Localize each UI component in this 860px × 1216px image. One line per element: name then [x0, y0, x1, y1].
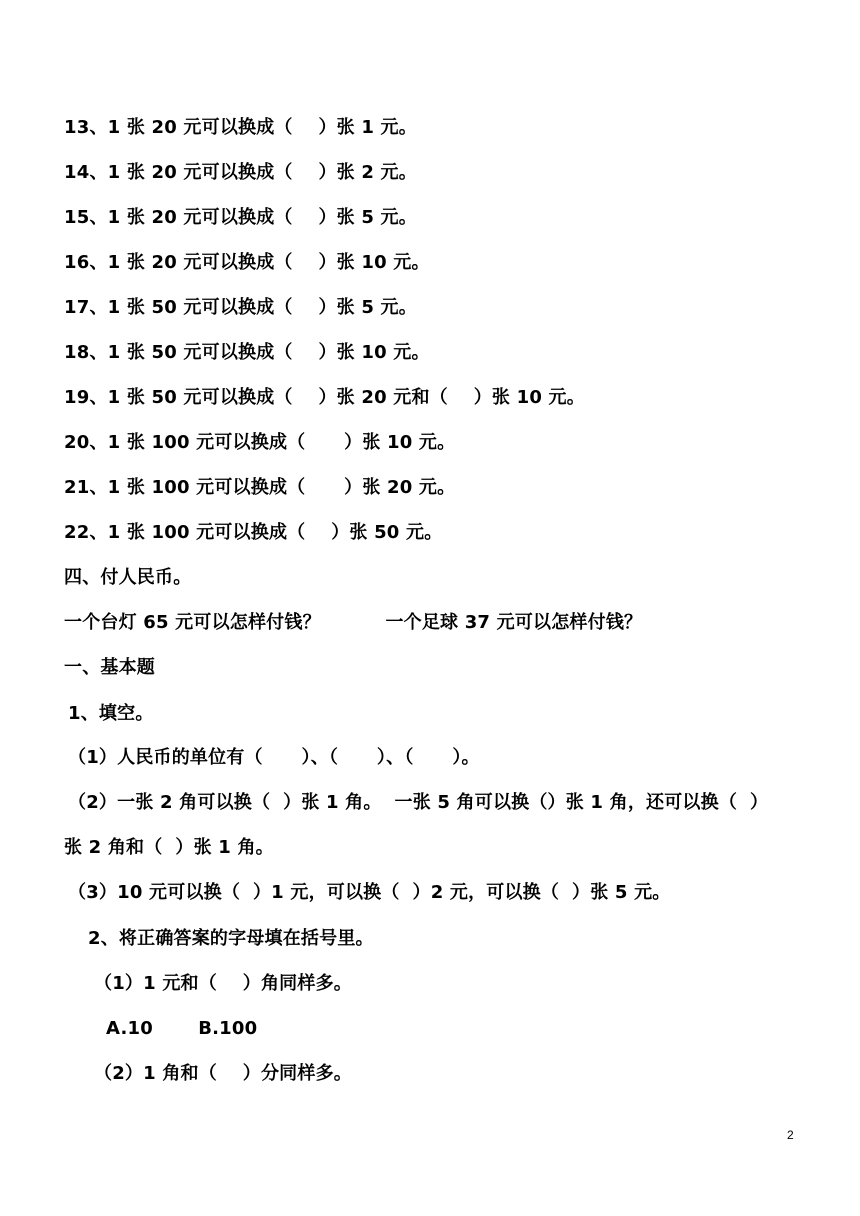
section-heading-basic: 一、基本题 — [64, 657, 155, 678]
choice-question-1: （1）1 元和（ ）角同样多。 — [94, 973, 352, 994]
question-18: 18、1 张 50 元可以换成（ ）张 10 元。 — [64, 342, 430, 363]
question-14: 14、1 张 20 元可以换成（ ）张 2 元。 — [64, 162, 417, 183]
question-13: 13、1 张 20 元可以换成（ ）张 1 元。 — [64, 117, 417, 138]
subsection-fill-blank: 1、填空。 — [68, 703, 154, 724]
question-15: 15、1 张 20 元可以换成（ ）张 5 元。 — [64, 207, 417, 228]
fill-blank-2-continued: 张 2 角和（ ）张 1 角。 — [64, 837, 274, 858]
question-17: 17、1 张 50 元可以换成（ ）张 5 元。 — [64, 297, 417, 318]
choice-question-2: （2）1 角和（ ）分同样多。 — [94, 1063, 352, 1084]
question-20: 20、1 张 100 元可以换成（ ）张 10 元。 — [64, 432, 456, 453]
fill-blank-1: （1）人民币的单位有（ ）、（ ）、（ ）。 — [68, 747, 480, 768]
question-22: 22、1 张 100 元可以换成（ ）张 50 元。 — [64, 522, 443, 543]
question-21: 21、1 张 100 元可以换成（ ）张 20 元。 — [64, 477, 456, 498]
question-16: 16、1 张 20 元可以换成（ ）张 10 元。 — [64, 252, 430, 273]
fill-blank-2: （2）一张 2 角可以换（ ）张 1 角。 一张 5 角可以换（）张 1 角，还可以换（ ） — [68, 792, 769, 813]
choice-options-1: A.10 B.100 — [106, 1018, 258, 1039]
fill-blank-3: （3）10 元可以换（ ）1 元，可以换（ ）2 元，可以换（ ）张 5 元。 — [68, 882, 671, 903]
pay-questions: 一个台灯 65 元可以怎样付钱？ 一个足球 37 元可以怎样付钱？ — [64, 612, 643, 633]
section-heading-pay: 四、付人民币。 — [64, 567, 192, 588]
question-19: 19、1 张 50 元可以换成（ ）张 20 元和（ ）张 10 元。 — [64, 387, 585, 408]
page-number: 2 — [787, 1128, 794, 1142]
subsection-choice: 2、将正确答案的字母填在括号里。 — [88, 928, 374, 949]
